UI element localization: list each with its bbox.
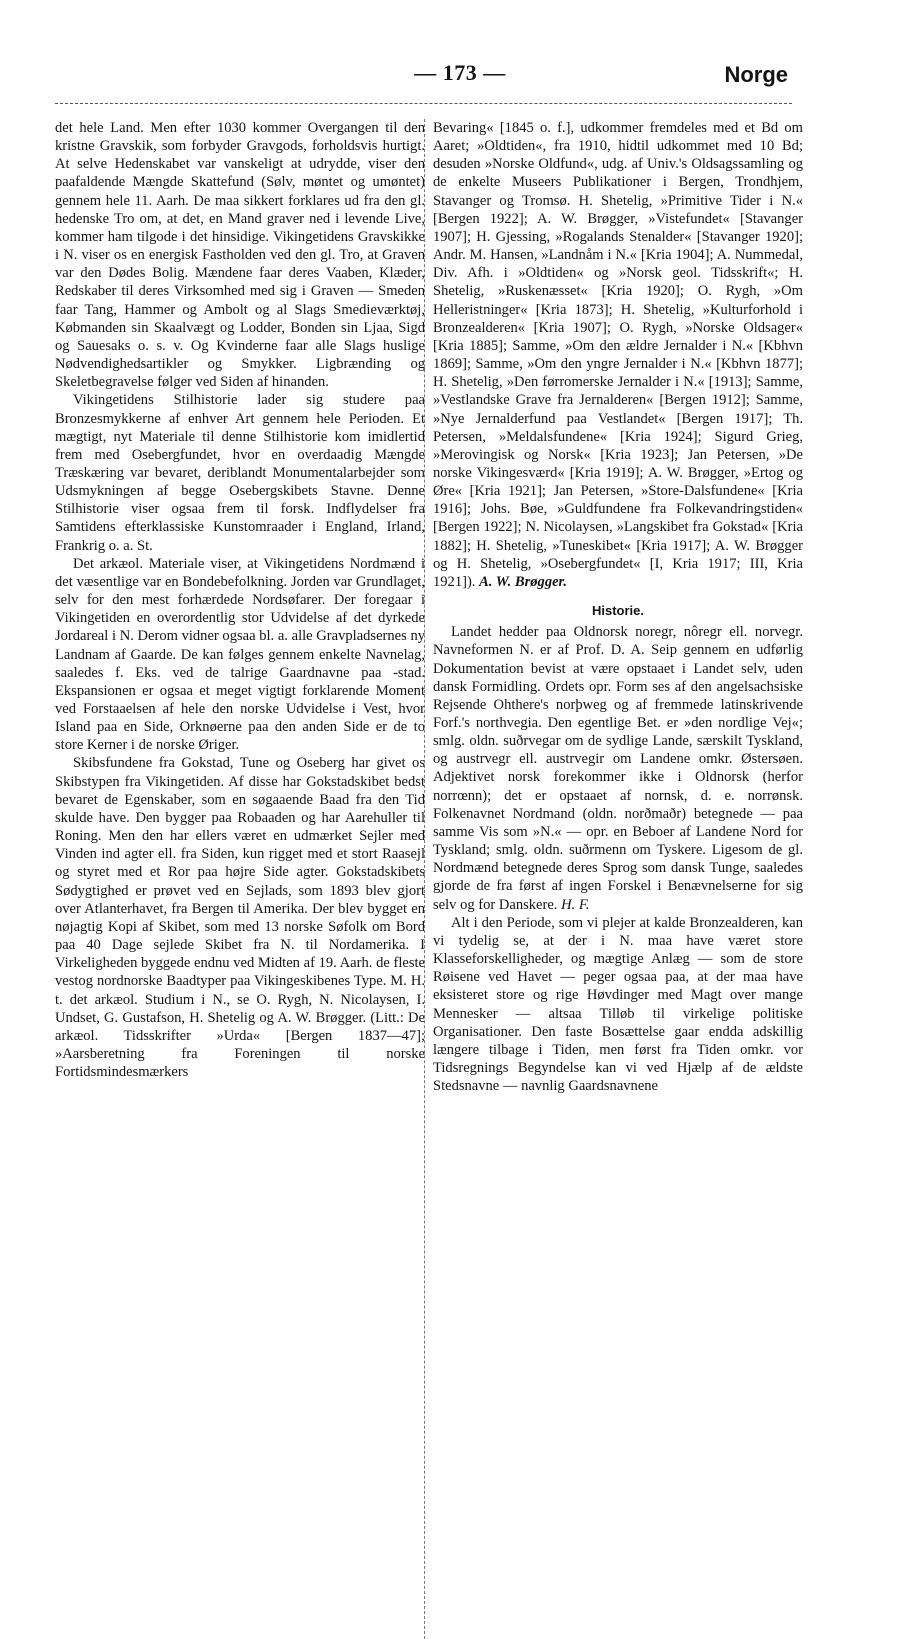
paragraph-country-name	[433, 623, 803, 914]
references-author: A. W. Brøgger.	[479, 573, 568, 590]
left-column	[55, 119, 425, 1081]
column-divider	[424, 119, 425, 1639]
paragraph-literature-references	[433, 119, 803, 591]
paragraph-bronze-age: Alt i den Periode, som vi plejer at kalde Bronzealderen, kan vi tydelig se, at der i N. maa have været store Klasseforskelligheder, og mægtige Anlæg — som de store Røisene ved Havet — peger ogsaa paa, at der maa have eksisteret store og rige Høvdinger med Magt over mange Mennesker — altsaa Tilløb til virkelige politiske Organisationer. Den faste Bosættelse gaar endda adskillig længere tilbage i Tiden, men først fra Tiden omkr. vor Tidsregnings Begyndelse kan vi ved Hjælp af de ældste Stedsnavne — navnlig Gaardsnavnene	[433, 914, 803, 1095]
country-name-text: Landet hedder paa Oldnorsk noregr, nôregr ell. norvegr. Navneformen N. er af Prof. D. A. Seip gennem en udførlig Dokumentation bevist at være opstaaet i Landet selv, uden dansk Formidling. Ordets opr. Form ses af den angelsachsiske Rejsende Ohthere's norþweg og af fremmede latinskrivende Forf.'s northvegia. Den egentlige Bet. er »den nordlige Vej«; smlg. oldn. suðrvegar om de sydlige Lande, særskilt Tyskland, og austrvegr ell. austrvegir om Landene omkr. Østersøen. Adjektivet norsk forekommer ikke i Oldnorsk (herfor norrœnn); det er opstaaet af nornsk, d. e. norrønsk. Folkenavnet Nordmand (oldn. norðmaðr) betegnede — paa samme Vis som »N.« — opr. en Beboer af Landene Nord for Tyskland; smlg. oldn. suðrmenn om Tyskere. Ligesom de gl. Nordmænd betegnede deres Sprog som dansk Tunge, saaledes gjorde de fra først af ingen Forskel i Benævnelserne for sig selv og for Danskere.	[433, 624, 803, 913]
page-number: — 173 —	[414, 60, 506, 85]
paragraph-farming-population: Det arkæol. Materiale viser, at Vikingetidens Nordmænd i det væsentlige var en Bondebefolkning. Jorden var Grundlaget, selv for den mest forhærdede Nordsøfarer. Der foregaar i Vikingetiden en overordentlig stor Udvidelse af det dyrkede Jordareal i N. Derom vidner ogsaa bl. a. alle Gravpladsernes ny Landnam af Gaarde. De kan følges gennem enkelte Navnelag, saaledes f. Eks. ved de talrige Gaardnavne paa -stad. Ekspansionen er ogsaa et meget vigtigt forklarende Moment ved Forstaaelsen af hele den norske Udvidelse i Vest, hvor Island paa en Side, Orknøerne paa den anden Side er de to store Kerner i de norske Øriger.	[55, 555, 425, 754]
section-heading-historie: Historie.	[591, 603, 644, 619]
paragraph-style-history: Vikingetidens Stilhistorie lader sig studere paa Bronzesmykkerne af enhver Art gennem hele Perioden. Et mægtigt, nyt Materiale til denne Stilhistorie kom imidlertid frem med Osebergfundet, hvor en overdaadig Mængde Træskæring var bevaret, deriblandt Monumentalarbejder som Udsmykningen af begge Osebergskibets Stavne. Denne Stilhistorie viser ogsaa frem til forsk. Indflydelser fra Samtidens efterklassiske Kunstomraader i England, Irland, Frankrig o. a. St.	[55, 392, 425, 554]
references-text: Bevaring« [1845 o. f.], udkommer fremdeles med et Bd om Aaret; »Oldtiden«, fra 1910, hidtil udkommet med 10 Bd; desuden »Norske Oldfund«, udg. af Univ.'s Oldsagssamling og de enkelte Museers Publikationer i Bergen, Trondhjem, Stavanger og Tromsø. H. Shetelig, »Primitive Tider i N.« [Bergen 1922]; A. W. Brøgger, »Vistefundet« [Stavanger 1907]; H. Gjessing, »Rogalands Stenalder« [Stavanger 1920]; Andr. M. Hansen, »Landnåm i N.« [Kria 1904]; A. Nummedal, Div. Afh. i »Oldtiden« og »Norsk geol. Tidsskrift«; H. Shetelig, »Ruskenæsset« [Kria 1920]; O. Rygh, »Om Helleristninger« [Kria 1873]; H. Shetelig, »Kulturforhold i Bronzealderen« [Kria 1907]; O. Rygh, »Norske Oldsager« [Kria 1885]; Samme, »Om den ældre Jernalder i N.« [Kbhvn 1869]; Samme, »Om den yngre Jernalder i N.« [Kbhvn 1877]; H. Shetelig, »Den førromerske Jernalder i N.« [1913]; Samme, »Vestlandske Grave fra Jernalderen« [Bergen 1912]; Samme, »Nye Jernalderfund paa Vestlandet« [Bergen 1917]; Th. Petersen, »Meldalsfundene« [Kria 1924]; Sigurd Grieg, »Merovingisk og Norsk« [Kria 1923]; Jan Petersen, »De norske Vikingesværd« [Kria 1919]; A. W. Brøgger, »Ertog og Øre« [Kria 1921]; Jan Petersen, »Store-Dalsfundene« [Kria 1916]; Johs. Bøe, »Guldfundene fra Folkevandringstiden« [Bergen 1922]; N. Nicolaysen, »Langskibet fra Gokstad« [Kria 1882]; H. Shetelig, »Tuneskibet« [Kria 1917]; A. W. Brøgger og H. Shetelig, »Osebergfundet« [I, Kria 1917; III, Kria 1921]).	[433, 120, 803, 590]
right-column	[433, 119, 803, 1095]
header-rule	[55, 103, 792, 104]
country-name-author: H. F.	[561, 896, 590, 913]
paragraph-ship-finds: Skibsfundene fra Gokstad, Tune og Oseberg har givet os Skibstypen fra Vikingetiden. Af disse har Gokstadskibet bedst bevaret de Egenskaber, som en søgaaende Baad fra den Tid skulde have. Den bygger paa Robaaden og har Aarehuller til Roning. Men den har ellers været en udmærket Sejler med Vinden ind agter ell. fra Siden, kun rigget med et stort Raasejl og styret med et Ror paa højre Side agter. Gokstadskibets Sødygtighed er prøvet ved en Sejlads, som 1893 blev gjort over Atlanterhavet, fra Bergen til Amerika. Der blev bygget en nøjagtig Kopi af Skibet, som med 13 norske Søfolk om Bord paa 40 Dage sejlede Skibet fra N. til Nordamerika. I Virkeligheden byggede endnu ved Midten af 19. Aarh. de fleste vestog nordnorske Baadtyper paa Vikingeskibenes Type. M. H. t. det arkæol. Studium i N., se O. Rygh, N. Nicolaysen, I. Undset, G. Gustafson, H. Shetelig og A. W. Brøgger. (Litt.: De arkæol. Tidsskrifter »Urda« [Bergen 1837—47]; »Aarsberetning fra Foreningen til norske Fortidsmindesmærkers	[55, 755, 425, 1081]
paragraph-burial-customs: det hele Land. Men efter 1030 kommer Overgangen til den kristne Gravskik, som forbyder Gravgods, forholdsvis hurtigt. At selve Hedenskabet var vanskeligt at udrydde, viser den paafaldende Mængde Skattefund (Sølv, møntet og umøntet) gennem hele 11. Aarh. De maa sikkert forklares ud fra den gl. hedenske Tro om, at det, en Mand graver ned i levende Live, kommer ham tilgode i det hinsidige. Vikingetidens Gravskikke i N. viser os en energisk Fastholden ved den gl. Tro, at Graven var den Dødes Bolig. Mændene faar deres Vaaben, Klæder, Redskaber til deres Virksomhed med sig i Graven — Smeden faar Tang, Hammer og Ambolt og al Slags Smedieværktøj, Købmanden sin Skaalvægt og Lodder, Bonden sin Ljaa, Sigd og Sauesaks o. s. v. Og Kvinderne faar alle Slags huslige Nødvendighedsartikler og Smykker. Ligbrænding og Skeletbegravelse følger ved Siden af hinanden.	[55, 120, 425, 391]
running-head: Norge	[724, 62, 788, 87]
